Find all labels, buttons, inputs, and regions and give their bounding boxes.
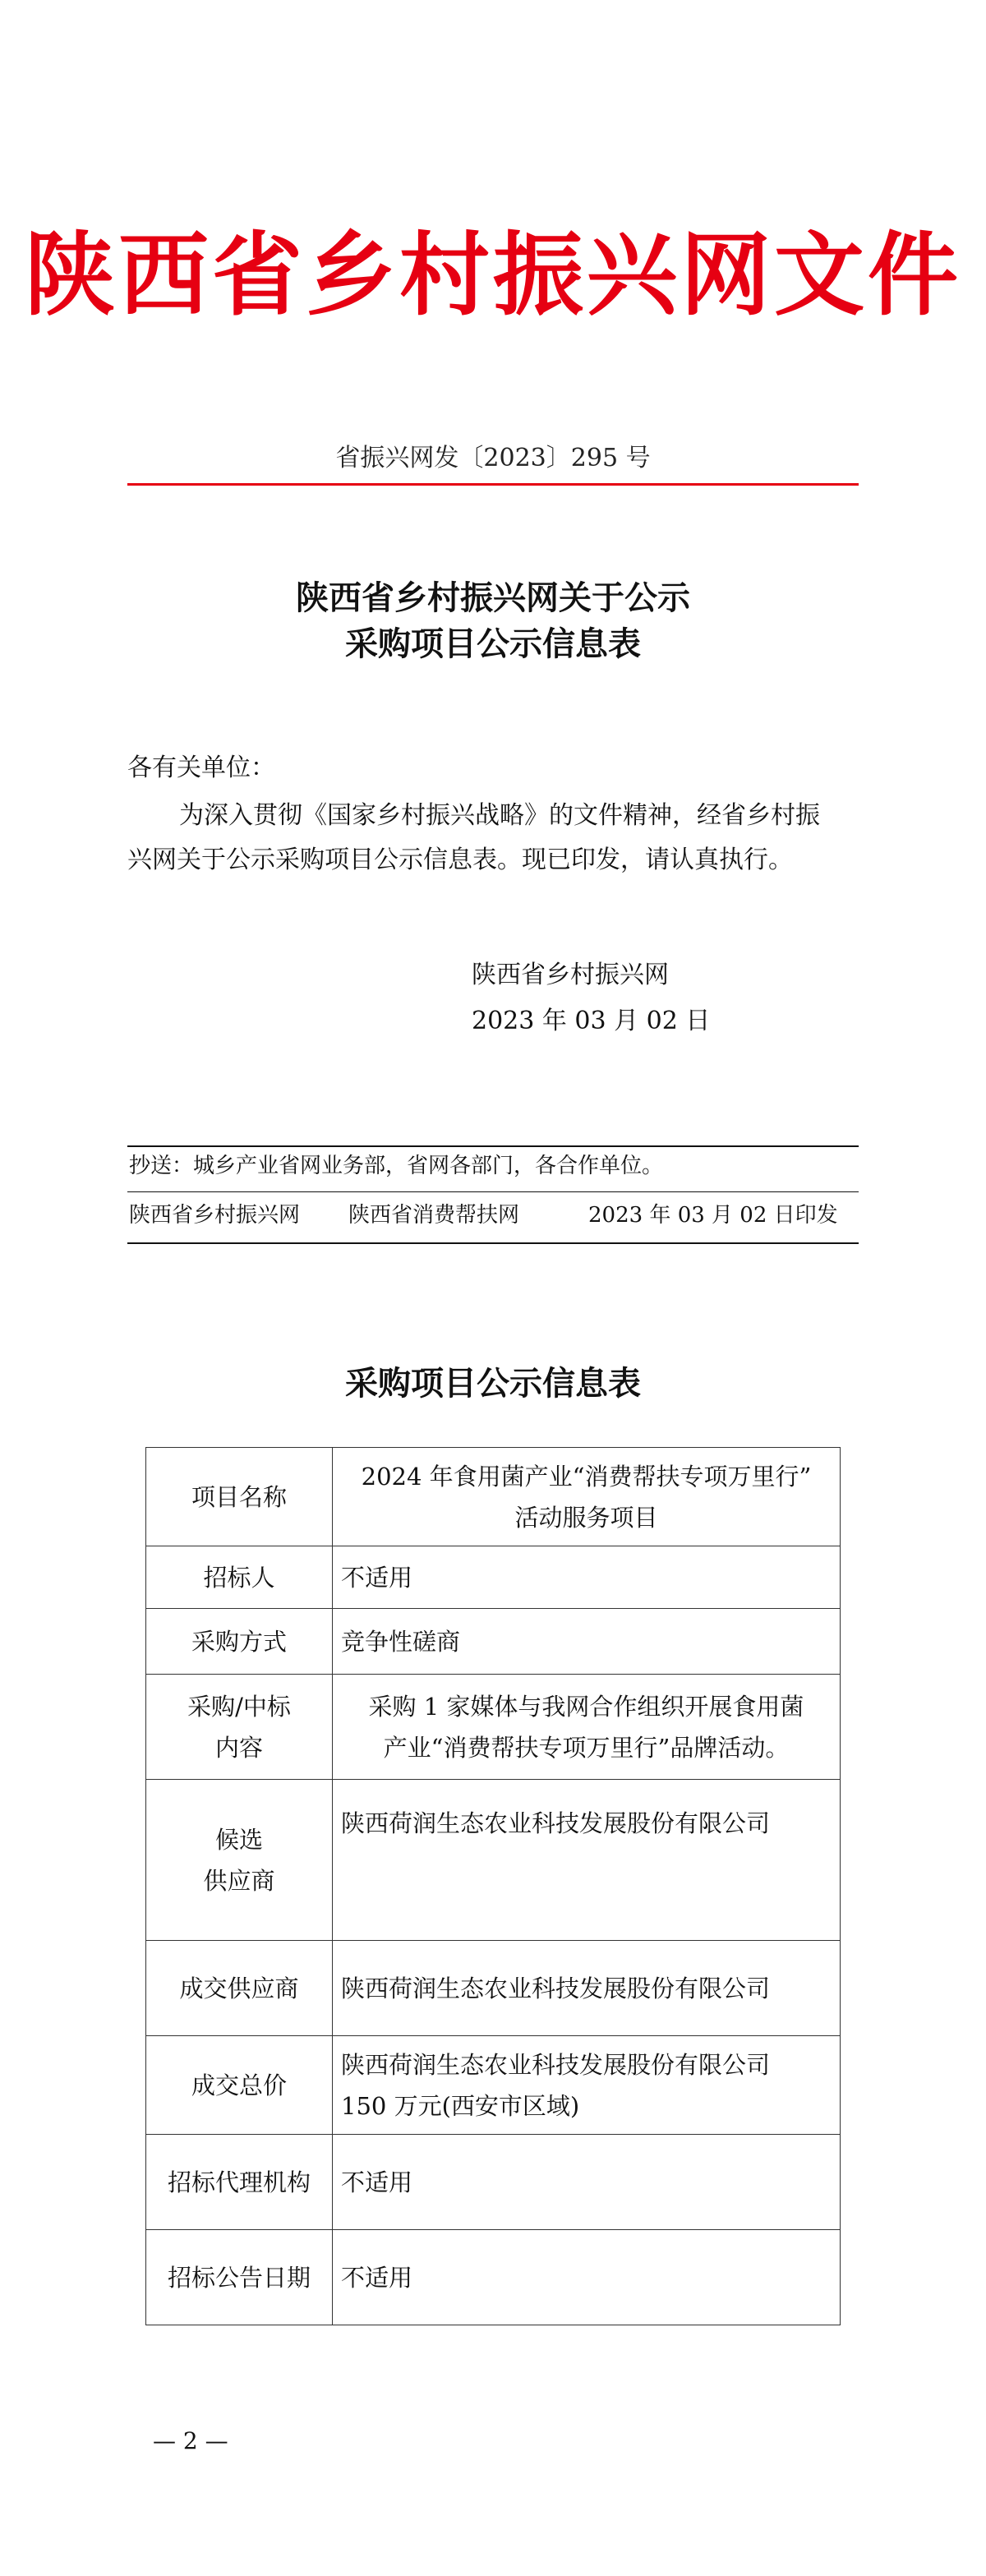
value-line2: 150 万元(西安市区域) (341, 2091, 580, 2120)
signature: 陕西省乡村振兴网 (472, 961, 669, 989)
label-line2: 内容 (214, 1733, 263, 1762)
issuer-2: 陕西省消费帮扶网 (348, 1203, 520, 1228)
table-row (146, 1941, 841, 2036)
value-line1: 2024 年食用菌产业“消费帮扶专项万里行” (361, 1462, 812, 1491)
notice-title-line1: 陕西省乡村振兴网关于公示 (296, 578, 690, 617)
row-label: 采购方式 (146, 1609, 333, 1675)
row-value (333, 1675, 841, 1780)
table-row (146, 2230, 841, 2325)
label-line2: 供应商 (203, 1866, 275, 1895)
row-label: 招标公告日期 (146, 2230, 333, 2325)
signature-date: 2023 年 03 月 02 日 (472, 1007, 711, 1035)
row-value: 不适用 (333, 2230, 841, 2325)
cc-bottom-rule (127, 1242, 859, 1244)
table-row (146, 1609, 841, 1675)
row-label: 招标人 (146, 1546, 333, 1609)
row-label: 招标代理机构 (146, 2135, 333, 2230)
table-title: 采购项目公示信息表 (345, 1364, 641, 1403)
masthead-title: 陕西省乡村振兴网文件 (25, 223, 961, 328)
label-line1: 采购/中标 (187, 1692, 291, 1721)
value-line2: 产业“消费帮扶专项万里行”品牌活动。 (383, 1733, 790, 1762)
value-line1: 采购 1 家媒体与我网合作组织开展食用菌 (368, 1692, 804, 1721)
value-line2: 活动服务项目 (514, 1503, 658, 1532)
row-value (333, 2036, 841, 2135)
table-row (146, 1448, 841, 1546)
table-row (146, 1780, 841, 1941)
row-value (333, 1448, 841, 1546)
row-label (146, 1780, 333, 1941)
table-row (146, 2135, 841, 2230)
label-line1: 候选 (214, 1825, 263, 1854)
table-row (146, 2036, 841, 2135)
cc-line: 抄送：城乡产业省网业务部，省网各部门，各合作单位。 (129, 1154, 664, 1178)
cc-middle-rule (127, 1191, 859, 1192)
row-label: 项目名称 (146, 1448, 333, 1546)
print-date: 2023 年 03 月 02 日印发 (588, 1203, 838, 1228)
page-number: — 2 — (153, 2427, 228, 2454)
row-label: 成交供应商 (146, 1941, 333, 2036)
notice-title-line2: 采购项目公示信息表 (345, 624, 641, 663)
cc-top-rule (127, 1145, 859, 1147)
row-label (146, 1675, 333, 1780)
table-row (146, 1675, 841, 1780)
issuer-1: 陕西省乡村振兴网 (129, 1203, 301, 1228)
document-number: 省振兴网发〔2023〕295 号 (335, 444, 651, 472)
row-value: 不适用 (333, 1546, 841, 1609)
row-value: 竞争性磋商 (333, 1609, 841, 1675)
table-row (146, 1546, 841, 1609)
row-value: 不适用 (333, 2135, 841, 2230)
row-label: 成交总价 (146, 2036, 333, 2135)
body-paragraph-line1: 为深入贯彻《国家乡村振兴战略》的文件精神，经省乡村振 (179, 801, 820, 830)
red-divider (127, 483, 859, 486)
info-table (145, 1447, 841, 2325)
row-value: 陕西荷润生态农业科技发展股份有限公司 (333, 1941, 841, 2036)
body-paragraph-line2: 兴网关于公示采购项目公示信息表。现已印发，请认真执行。 (127, 846, 793, 874)
value-line1: 陕西荷润生态农业科技发展股份有限公司 (341, 2050, 771, 2079)
row-value: 陕西荷润生态农业科技发展股份有限公司 (333, 1780, 841, 1941)
salutation: 各有关单位： (127, 753, 275, 782)
